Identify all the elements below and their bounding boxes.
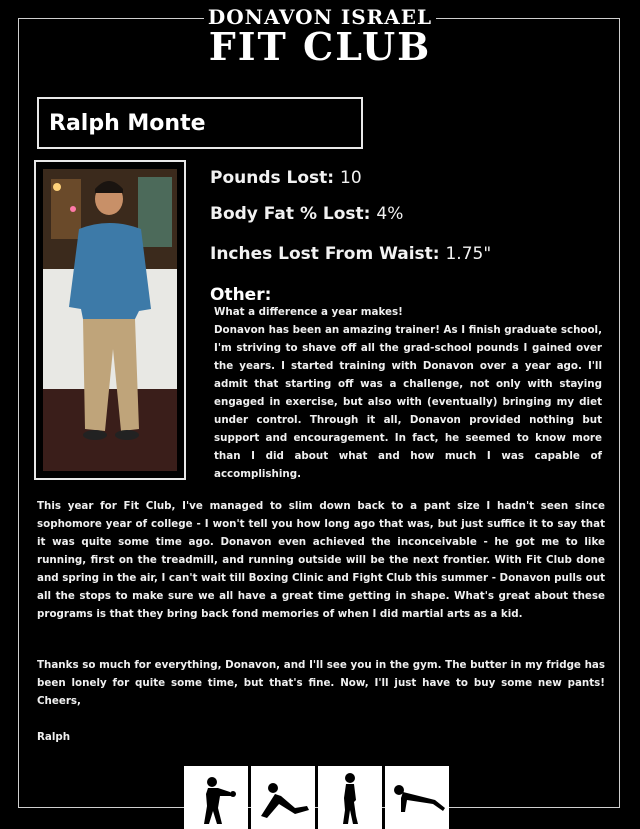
- testimonial-paragraph: This year for Fit Club, I've managed to slim down back to a pant size I hadn't seen since sophomore year of college - I won't tell you how long ago that was, but just suffice it to say that it was quite some time ago. Donavon even achieved the inconceivable - he got me to like running, first on the treadmill, and running outside will be the next frontier. With Fit Club done and spring in the air, I can't wait till Boxing Clinic and Fight Club this summer - Donavon pulls out all the stops to make sure we all have a great time getting in shape. What's great about these programs is that they bring back fond memories of when I did martial arts as a kid.: [37, 500, 605, 620]
- stretch-icon: [251, 766, 315, 829]
- other-heading: Other:: [210, 285, 272, 305]
- inches-lost-stat: [210, 244, 491, 264]
- brand-header: [0, 2, 640, 68]
- member-photo: [43, 169, 177, 471]
- body-fat-value: 4%: [376, 204, 404, 224]
- inches-lost-value: 1.75": [445, 244, 492, 264]
- brand-title: FIT CLUB: [208, 24, 432, 69]
- inches-lost-label: Inches Lost From Waist:: [210, 244, 440, 264]
- thanks-paragraph: Thanks so much for everything, Donavon, and I'll see you in the gym. The butter in my fridge has been lonely for quite some time, but that's fine. Now, I'll just have to buy some new pants! Cheers,: [37, 659, 605, 707]
- body-fat-stat: [210, 204, 403, 224]
- pounds-lost-label: Pounds Lost:: [210, 168, 335, 188]
- body-fat-label: Body Fat % Lost:: [210, 204, 371, 224]
- other-lead-text: What a difference a year makes!: [214, 306, 403, 318]
- exercise-icon-strip: [184, 766, 449, 829]
- member-name: Ralph Monte: [49, 110, 206, 136]
- member-name-box: [37, 97, 363, 149]
- other-paragraph: Donavon has been an amazing trainer! As I finish graduate school, I'm striving to shave off all the grad-school pounds I gained over the years. I started training with Donavon over a year ago. I'll admit that starting off was a challenge, not only with staying engaged in exercise, but also with (eventually) bringing my diet under control. Through it all, Donavon provided nothing but support and encouragement. In fact, he seemed to know more than I did about what and how much I was capable of accomplishing.: [214, 324, 602, 480]
- pounds-lost-stat: [210, 168, 362, 188]
- member-photo-frame: [34, 160, 186, 480]
- boxer-icon: [184, 766, 248, 829]
- runner-icon: [318, 766, 382, 829]
- pounds-lost-value: 10: [340, 168, 362, 188]
- pushup-icon: [385, 766, 449, 829]
- signature: Ralph: [37, 731, 71, 743]
- brand-top-line: DONAVON ISRAEL: [204, 2, 436, 28]
